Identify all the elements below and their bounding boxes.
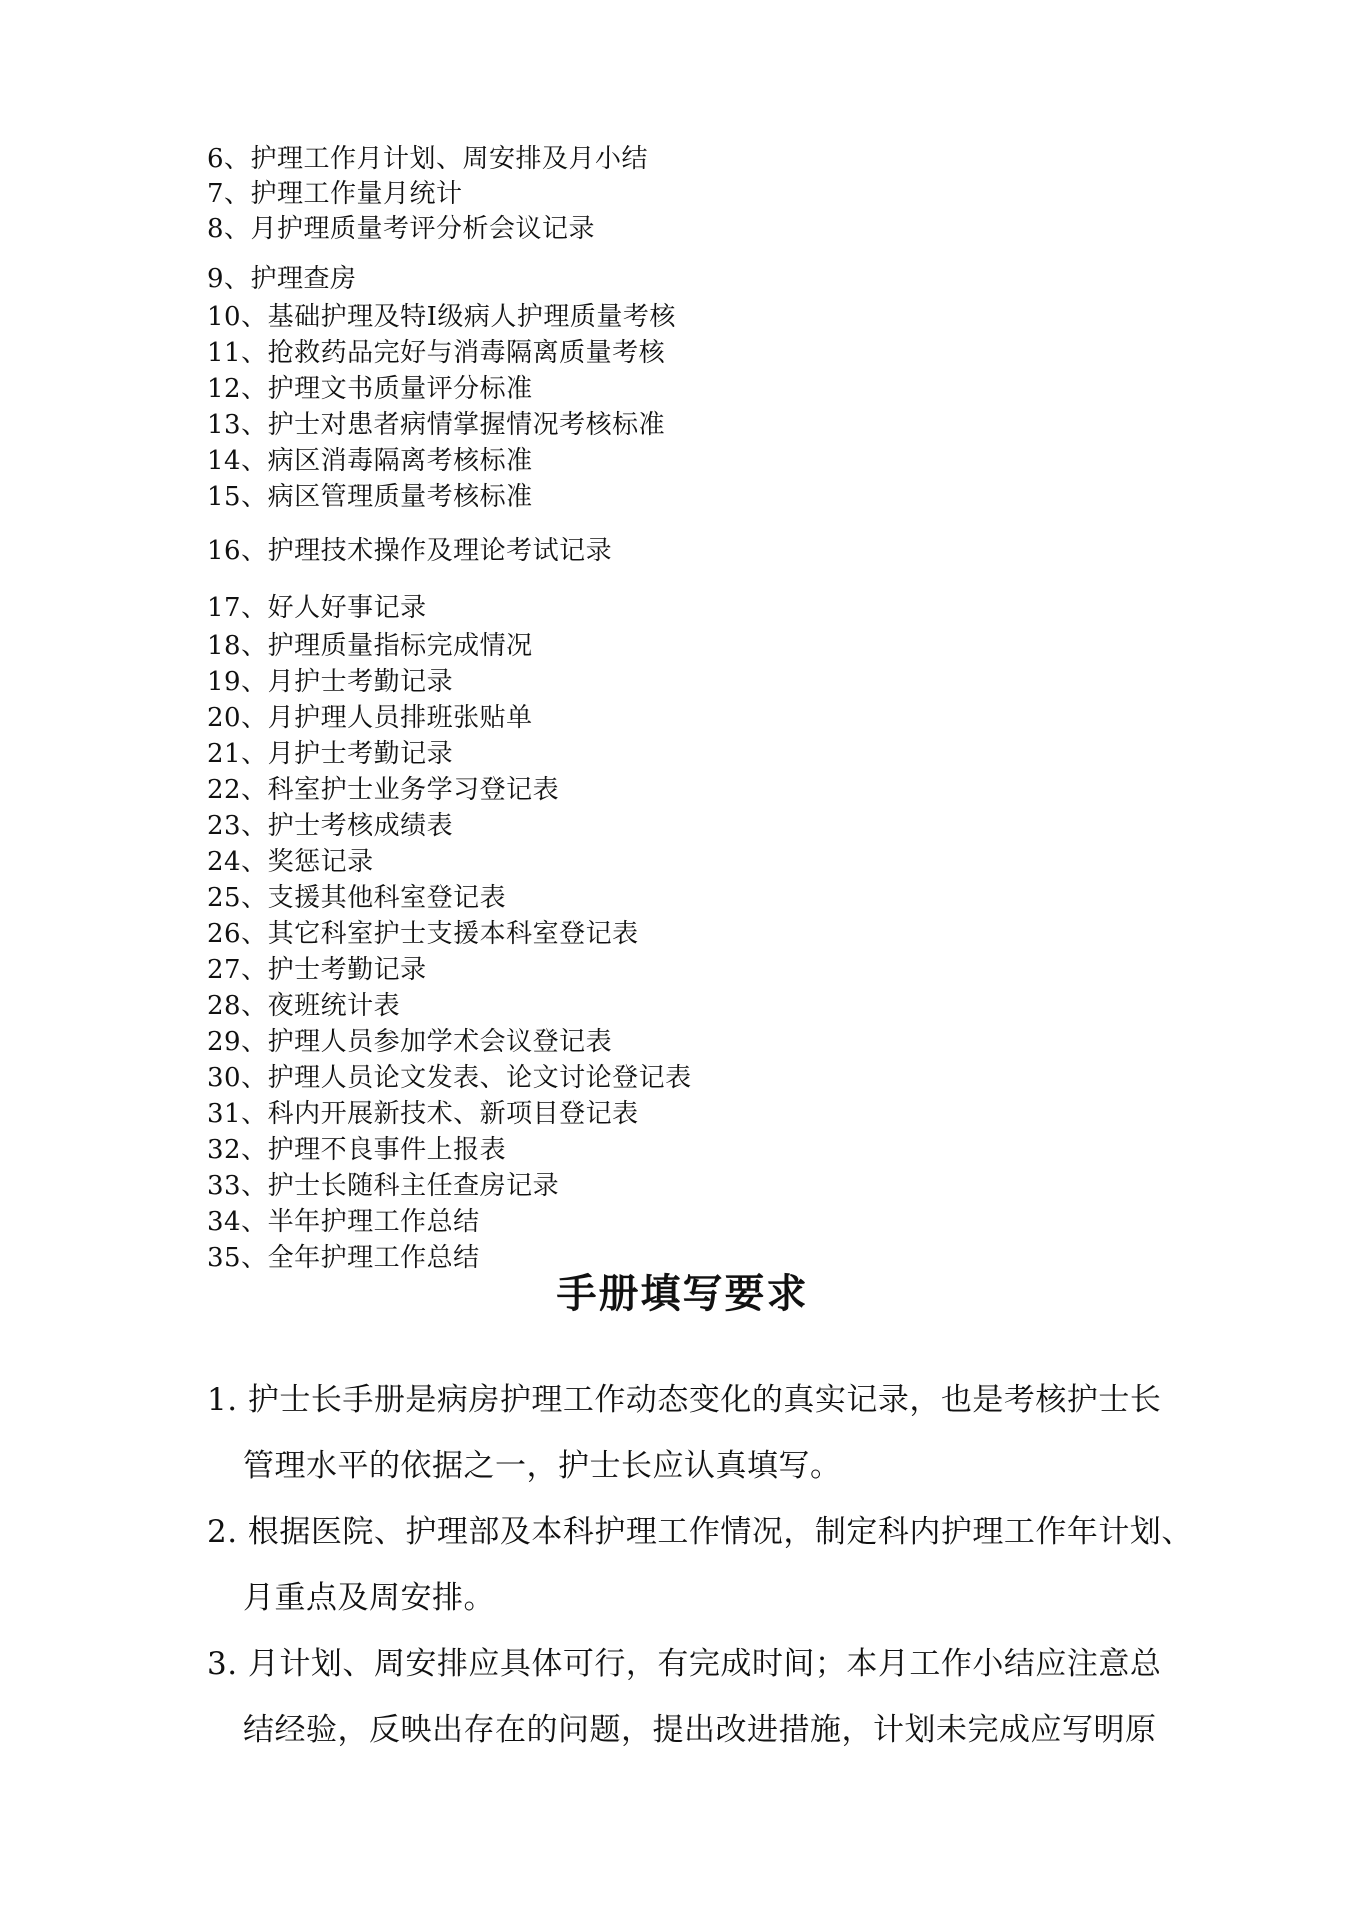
toc-item: 27、护士考勤记录 [207,955,427,985]
toc-item: 26、其它科室护士支援本科室登记表 [207,919,639,949]
toc-item: 35、全年护理工作总结 [207,1243,480,1273]
toc-item: 21、月护士考勤记录 [207,739,454,769]
toc-item: 19、月护士考勤记录 [207,667,454,697]
toc-item: 12、护理文书质量评分标准 [207,374,533,404]
toc-item: 29、护理人员参加学术会议登记表 [207,1027,613,1057]
toc-item: 31、科内开展新技术、新项目登记表 [207,1099,639,1129]
toc-item: 10、基础护理及特Ⅰ级病人护理质量考核 [207,302,676,332]
toc-item: 23、护士考核成绩表 [207,811,454,841]
toc-item: 17、好人好事记录 [207,593,427,623]
requirement-line: 管理水平的依据之一，护士长应认真填写。 [243,1448,842,1484]
toc-item: 6、护理工作月计划、周安排及月小结 [207,144,649,174]
toc-item: 22、科室护士业务学习登记表 [207,775,560,805]
toc-item: 13、护士对患者病情掌握情况考核标准 [207,410,666,440]
toc-item: 15、病区管理质量考核标准 [207,482,533,512]
toc-item: 20、月护理人员排班张贴单 [207,703,533,733]
toc-item: 16、护理技术操作及理论考试记录 [207,536,613,566]
toc-item: 33、护士长随科主任查房记录 [207,1171,560,1201]
toc-item: 34、半年护理工作总结 [207,1207,480,1237]
requirement-line: 月重点及周安排。 [243,1580,495,1616]
toc-item: 9、护理查房 [207,264,357,294]
requirement-line: 2. 根据医院、护理部及本科护理工作情况，制定科内护理工作年计划、 [207,1514,1193,1550]
requirement-line: 1. 护士长手册是病房护理工作动态变化的真实记录，也是考核护士长 [207,1382,1162,1418]
requirement-line: 3. 月计划、周安排应具体可行，有完成时间；本月工作小结应注意总 [207,1646,1162,1682]
toc-item: 8、月护理质量考评分析会议记录 [207,214,596,244]
toc-item: 25、支援其他科室登记表 [207,883,507,913]
toc-item: 32、护理不良事件上报表 [207,1135,507,1165]
toc-item: 14、病区消毒隔离考核标准 [207,446,533,476]
requirement-line: 结经验，反映出存在的问题，提出改进措施，计划未完成应写明原 [243,1712,1157,1748]
toc-item: 28、夜班统计表 [207,991,401,1021]
toc-item: 24、奖惩记录 [207,847,374,877]
toc-item: 7、护理工作量月统计 [207,179,463,209]
toc-item: 18、护理质量指标完成情况 [207,631,533,661]
toc-item: 30、护理人员论文发表、论文讨论登记表 [207,1063,692,1093]
toc-item: 11、抢救药品完好与消毒隔离质量考核 [207,338,666,368]
section-title: 手册填写要求 [556,1270,809,1317]
